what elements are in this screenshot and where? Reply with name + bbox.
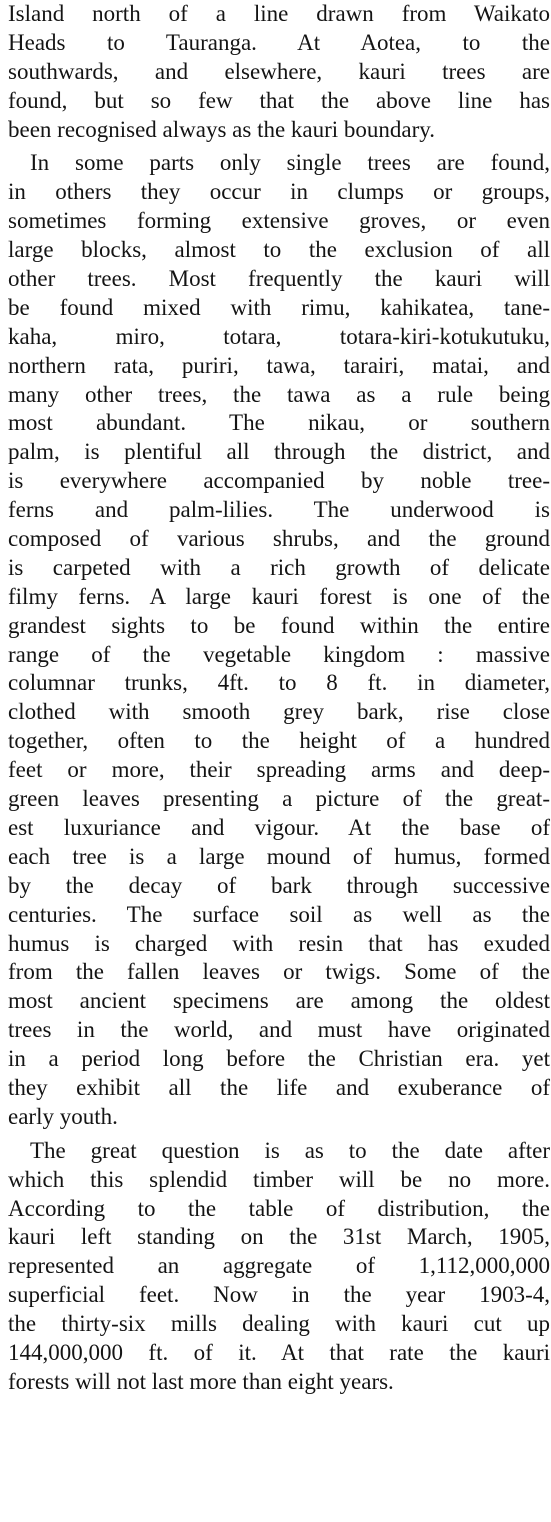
text-line: southwards, and elsewhere, kauri trees are	[8, 58, 550, 84]
text-line: humus is charged with resin that has exuded	[8, 930, 550, 956]
text-line: clothed with smooth grey bark, rise close	[8, 699, 550, 725]
text-line: kaha, miro, totara, totara-kiri-kotukutuku,	[8, 323, 550, 349]
text-line: in others they occur in clumps or groups,	[8, 179, 550, 205]
text-line: found, but so few that the above line has	[8, 87, 550, 113]
text-line: Island north of a line drawn from Waikato	[8, 1, 550, 26]
text-line: est luxuriance and vigour. At the base of	[8, 814, 550, 840]
text-line: is carpeted with a rich growth of delicate	[8, 554, 550, 580]
text-line: most ancient specimens are among the oldest	[8, 988, 550, 1014]
text-line: most abundant. The nikau, or southern	[8, 410, 550, 436]
text-line: sometimes forming extensive groves, or even	[8, 208, 550, 234]
text-line: green leaves presenting a picture of the great-	[8, 786, 550, 812]
text-line: filmy ferns. A large kauri forest is one of the	[8, 583, 550, 609]
text-line: they exhibit all the life and exuberance of	[8, 1074, 550, 1100]
text-line: northern rata, puriri, tawa, tarairi, matai, and	[8, 352, 550, 378]
text-line: which this splendid timber will be no more.	[8, 1166, 550, 1192]
text-line: the thirty-six mills dealing with kauri cut up	[8, 1311, 550, 1337]
paragraph-2	[8, 149, 550, 1131]
text-line: early youth.	[8, 1103, 118, 1129]
text-line: columnar trunks, 4ft. to 8 ft. in diameter,	[8, 670, 550, 696]
text-line: is everywhere accompanied by noble tree-	[8, 468, 550, 494]
text-line: each tree is a large mound of humus, formed	[8, 843, 550, 869]
text-line: ferns and palm-lilies. The underwood is	[8, 497, 550, 523]
text-line: large blocks, almost to the exclusion of all	[8, 237, 550, 263]
text-line: centuries. The surface soil as well as the	[8, 901, 550, 927]
document-body	[8, 0, 550, 1397]
text-line: in a period long before the Christian era. yet	[8, 1046, 550, 1072]
text-line: The great question is as to the date after	[30, 1137, 550, 1163]
text-line: palm, is plentiful all through the district, and	[8, 439, 550, 465]
text-line: from the fallen leaves or twigs. Some of the	[8, 959, 550, 985]
text-line: been recognised always as the kauri boundary.	[8, 116, 436, 142]
text-line: other trees. Most frequently the kauri will	[8, 266, 550, 292]
text-line: According to the table of distribution, the	[8, 1195, 550, 1221]
text-line: trees in the world, and must have originated	[8, 1017, 550, 1043]
text-line: grandest sights to be found within the entire	[8, 612, 550, 638]
text-line: 144,000,000 ft. of it. At that rate the kauri	[8, 1339, 550, 1365]
text-line: Heads to Tauranga. At Aotea, to the	[8, 29, 550, 55]
text-line: together, often to the height of a hundred	[8, 728, 550, 754]
text-line: be found mixed with rimu, kahikatea, tane-	[8, 294, 550, 320]
text-line: composed of various shrubs, and the ground	[8, 526, 550, 552]
paragraph-3	[8, 1137, 550, 1397]
text-line: kauri left standing on the 31st March, 1905,	[8, 1224, 550, 1250]
text-line: range of the vegetable kingdom : massive	[8, 641, 550, 667]
text-line: represented an aggregate of 1,112,000,000	[8, 1253, 550, 1279]
paragraph-1	[8, 0, 550, 144]
text-line: by the decay of bark through successive	[8, 872, 550, 898]
text-line: In some parts only single trees are found,	[30, 150, 550, 176]
text-line: feet or more, their spreading arms and deep-	[8, 757, 550, 783]
text-line: many other trees, the tawa as a rule being	[8, 381, 550, 407]
text-line: superficial feet. Now in the year 1903-4,	[8, 1282, 550, 1308]
text-line: forests will not last more than eight years.	[8, 1368, 394, 1394]
